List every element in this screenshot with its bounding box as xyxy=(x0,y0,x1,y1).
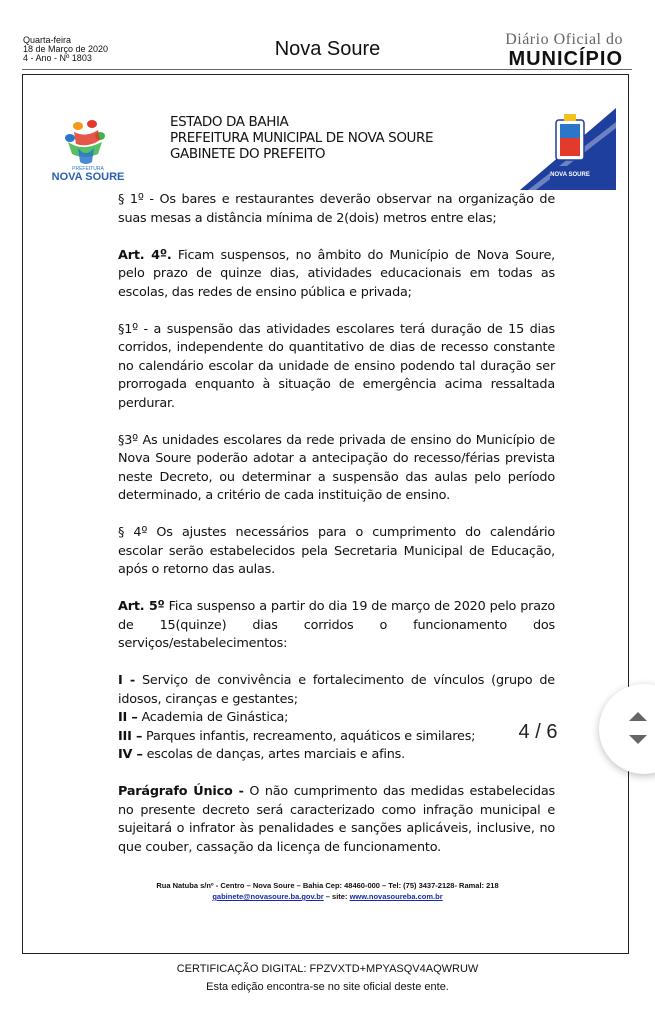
org-gabinete: GABINETE DO PREFEITO xyxy=(170,146,326,162)
org-state: ESTADO DA BAHIA xyxy=(170,114,289,130)
prefeitura-logo-icon xyxy=(48,118,128,184)
chevron-down-icon[interactable] xyxy=(629,735,647,744)
list-item-label: IV – xyxy=(118,747,143,762)
list-item-text: escolas de danças, artes marciais e afins. xyxy=(142,747,405,762)
list-item-label: II – xyxy=(118,710,138,725)
paragraph-4: §3º As unidades escolares da rede privada de ensino do Município de Nova Soure poderão adotar a antecipação do recesso/férias prevista neste Decreto, ou determinar a suspensão das aulas pelo período determinado, a critério de cada instituição de ensino. xyxy=(118,432,555,503)
logo-name-text: NOVA SOURE xyxy=(51,171,125,183)
chevron-up-icon[interactable] xyxy=(629,712,647,721)
municipal-crest xyxy=(520,108,616,190)
diario-oficial-brand xyxy=(493,32,623,70)
header-weekday: Quarta-feira xyxy=(23,35,72,45)
list-item-text: Academia de Ginástica; xyxy=(137,710,289,725)
paragrafo-unico xyxy=(118,783,555,857)
list-item xyxy=(118,672,555,709)
article-4-label: Art. 4º. xyxy=(118,247,172,263)
site-separator: – site: xyxy=(323,892,350,901)
site-link[interactable]: www.novasoureba.com.br xyxy=(349,892,443,901)
paragraph-1: § 1º - Os bares e restaurantes deverão observar na organização de suas mesas a distância mínima de 2(dois) metros entre elas; xyxy=(118,192,555,226)
org-prefeitura: PREFEITURA MUNICIPAL DE NOVA SOURE xyxy=(170,130,434,146)
certification-block xyxy=(0,960,655,996)
header-title: Nova Soure xyxy=(274,38,381,60)
footer-address: Rua Natuba s/nº - Centro – Nova Soure – Bahia Cep: 48460-000 – Tel: (75) 3437-2128- Ramal: 218 xyxy=(156,881,499,890)
paragrafo-unico-label: Parágrafo Único - xyxy=(118,784,244,799)
crest-label: NOVA SOURE xyxy=(550,172,590,178)
brand-line2: MUNICÍPIO xyxy=(508,48,623,70)
article-5 xyxy=(118,598,555,654)
list-item-label: I - xyxy=(118,673,136,688)
page-indicator: 4 / 6 xyxy=(498,707,578,757)
email-link[interactable]: gabinete@novasoure.ba.gov.br xyxy=(212,892,324,901)
paragrafo-unico-text: O não cumprimento das medidas estabelecidas no presente decreto será caracterizado como infração municipal e sujeitará o infrator às penalidades e sanções aplicáveis, inclusive, no que couber, cassação da licença de funcionamento. xyxy=(118,784,555,855)
digital-certification: CERTIFICAÇÃO DIGITAL: FPZVXTD+MPYASQV4AQWRUW xyxy=(176,963,479,975)
article-4 xyxy=(118,247,555,303)
list-item xyxy=(118,728,555,747)
paragraph-5: § 4º Os ajustes necessários para o cumprimento do calendário escolar serão estabelecidos pela Secretaria Municipal de Educação, após o retorno das aulas. xyxy=(118,525,555,577)
list-item xyxy=(118,746,555,765)
letterhead-org xyxy=(170,114,433,162)
article-4-text: Ficam suspensos, no âmbito do Município de Nova Soure, pelo prazo de quinze dias, atividades educacionais em todas as escolas, das redes de ensino pública e privada; xyxy=(118,247,555,300)
list-item xyxy=(118,709,555,728)
header-date: 18 de Março de 2020 xyxy=(23,44,109,54)
document-body xyxy=(118,191,555,876)
header-divider xyxy=(22,69,632,70)
prefeitura-logo xyxy=(48,118,128,184)
logo-small-text: PREFEITURA xyxy=(72,166,104,172)
list-item-label: III – xyxy=(118,728,143,744)
article-5-label: Art. 5º xyxy=(118,599,165,614)
list-item-text: Serviço de convivência e fortalecimento de vínculos (grupo de idosos, ciranças e gestantes; xyxy=(118,673,555,707)
header-edition: 4 - Ano - Nº 1803 xyxy=(23,53,92,63)
brand-line1: Diário Oficial do xyxy=(505,31,623,48)
list-item-text: Parques infantis, recreamento, aquáticos e similares; xyxy=(142,728,476,744)
crest-icon xyxy=(520,108,616,190)
footer-contacts xyxy=(0,891,655,902)
footer-address-block xyxy=(0,880,655,902)
edition-notice: Esta edição encontra-se no site oficial deste ente. xyxy=(206,981,449,993)
article-5-text: Fica suspenso a partir do dia 19 de março de 2020 pelo prazo de 15(quinze) dias corridos o funcionamento dos serviços/estabelecimentos: xyxy=(118,599,555,651)
paragraph-3: §1º - a suspensão das atividades escolares terá duração de 15 dias corridos, independente do quantitativo de dias de recesso constante no calendário escolar da unidade de ensino podendo tal duração ser prorrogada enquanto à situação de emergência acima ressaltada perdurar. xyxy=(118,321,555,411)
